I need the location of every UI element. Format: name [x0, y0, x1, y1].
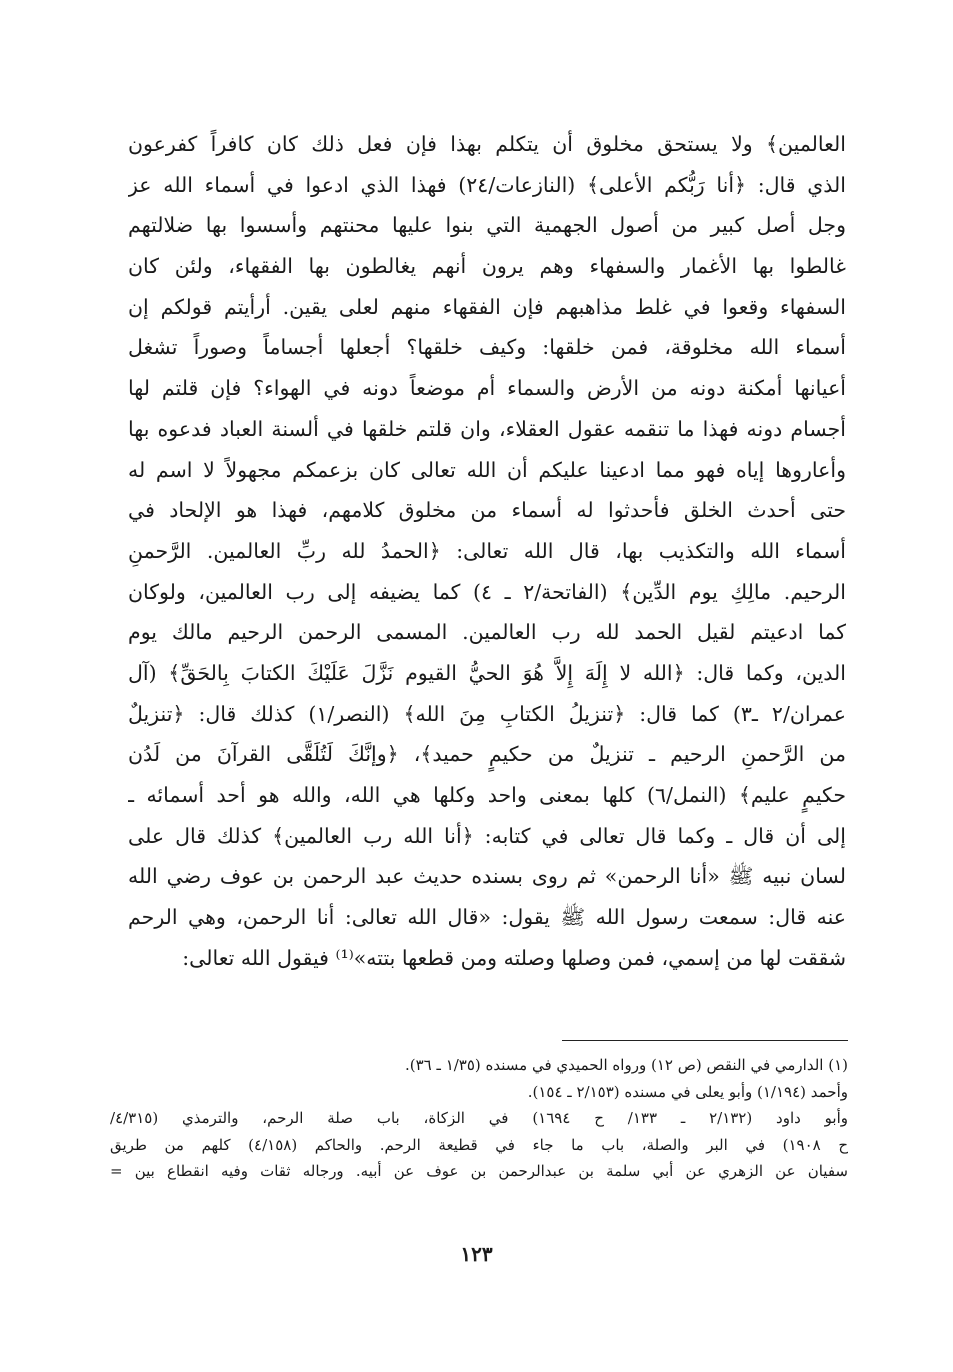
- page-number: ١٢٣: [460, 1242, 493, 1266]
- text-line: من الرَّحمنِ الرحيم ـ تنزيلٌ من حكيمٍ حميد﴾، ﴿وإنَّكَ لَتُلَقَّى القرآنَ من لَدُن: [128, 742, 846, 767]
- text-line: أسماء الله مخلوقة، فمن خلقها: وكيف خلقها؟ أجعلها أجساماً وصوراً تشغل: [128, 335, 846, 360]
- text-line: الرحيم. مالِكِ يوم الدِّين﴾ (الفاتحة/٢ ـ ٤) كما يضيفه إلى رب العالمين، ولوكان: [128, 579, 846, 604]
- footnote-line: سفيان عن الزهري عن أبي سلمة بن عبدالرحمن بن عوف عن أبيه. ورجاله ثقات وفيه انقطاع بين =: [110, 1162, 848, 1180]
- text-line: وأعاروها إياه فهو مما ادعينا عليكم أن الله تعالى كان بزعمكم مجهولاً لا اسم له: [128, 457, 846, 482]
- text-line: وجل أصل كبير من أصول الجهمية التي بنوا عليها محنتهم وأسسوا بها ضلالتهم: [128, 213, 846, 238]
- text-line: العالمين﴾ ولا يستحق مخلوق أن يتكلم بهذا فإن فعل ذلك كان كافراً كفرعون: [128, 132, 846, 156]
- text-line: أجسام دونه فهذا ما تنقمه عقول العقلاء، وان قلتم خلقها في ألسنة العباد فدعوه بها: [128, 416, 846, 441]
- text-line: حتى أحدث الخلق فأحدثوا له أسماء من مخلوق كلامهم، فهذا هو الإلحاد في: [128, 498, 846, 523]
- footnote-line: وأبو داود (٢/١٣٢ ـ ١٣٣/ ح ١٦٩٤) في الزكاة، باب صلة الرحم، والترمذي (٤/٣١٥/: [110, 1109, 848, 1127]
- text-line: حكيمٍ عليم﴾ (النمل/٦) كلها بمعنى واحد وكلها هي الله، والله هو أحد أسمائه ـ: [128, 783, 846, 807]
- footnote-line: (١) الدارمي في النقص (ص ١٢) ورواه الحميدي في مسنده (١/٣٥ ـ ٣٦).: [405, 1056, 848, 1074]
- text-line: عمران/٢ ـ٣) كما قال: ﴿تنزيلُ الكتابِ مِنَ الله﴾ (النصر/١) كذلك قال: ﴿تنزيلٌ: [128, 701, 846, 726]
- text-line: إلى أن قال ـ وكما قال تعالى في كتابه: ﴿أنا الله رب العالمين﴾ كذلك قال على: [128, 823, 846, 848]
- text-line: لسان نبيه ﷺ «أنا الرحمن» ثم روى بسنده حديث عبد الرحمن بن عوف رضي الله: [128, 864, 846, 889]
- footnote-separator: [562, 1040, 848, 1041]
- text-line: السفهاء وقعوا في غلط مذاهبهم فإن الفقهاء منهم لعلى يقين. أرأيتم قولكم إن: [128, 294, 846, 319]
- main-text-block: [128, 124, 846, 978]
- text-line: الذي قال: ﴿أنا رَبُّكم الأعلى﴾ (النازعات/٢٤) فهذا الذي ادعوا في أسماء الله عز: [128, 172, 846, 197]
- text-line: كما ادعيتم لقيل الحمد لله رب العالمين. المسمى الرحمن الرحيم مالك يوم: [128, 620, 846, 645]
- footnote-line: وأحمد (١/١٩٤) وأبو يعلى في مسنده (٢/١٥٣ ـ ١٥٤).: [527, 1082, 848, 1101]
- text-line: أسماء الله والتكذيب بها، قال الله تعالى: ﴿الحمدُ لله ربِّ العالمين. الرَّحمنِ: [128, 538, 846, 563]
- footnotes-block: [110, 1052, 848, 1185]
- text-line: الدين، وكما قال: ﴿الله لا إِلَهَ إِلاَّ هُوَ الحيُّ القيوم نَزَّلَ عَلَيْكَ الكتابَ بِالحَقِّ﴾ (آل: [128, 660, 846, 685]
- footnote-line: ح ١٩٠٨) في البر والصلة، باب ما جاء في قطيعة الرحم. والحاكم (٤/١٥٨) كلهم من طريق: [110, 1135, 848, 1154]
- text-line: شققت لها من إسمي، فمن وصلها وصلته ومن قطعها بتته»⁽¹⁾ فيقول الله تعالى:: [182, 945, 846, 970]
- text-line: أعيانها أمكنة دونه من الأرض والسماء أم موضعاً دونه في الهواء؟ فإن قلتم لها: [128, 376, 846, 401]
- text-line: عنه قال: سمعت رسول الله ﷺ يقول: «قال الله تعالى: أنا الرحمن، وهي الرحم: [128, 905, 846, 930]
- text-line: غالطوا بها الأغمار والسفهاء وهم يرون أنهم يغالطون بها الفقهاء، ولئن كان: [128, 254, 846, 279]
